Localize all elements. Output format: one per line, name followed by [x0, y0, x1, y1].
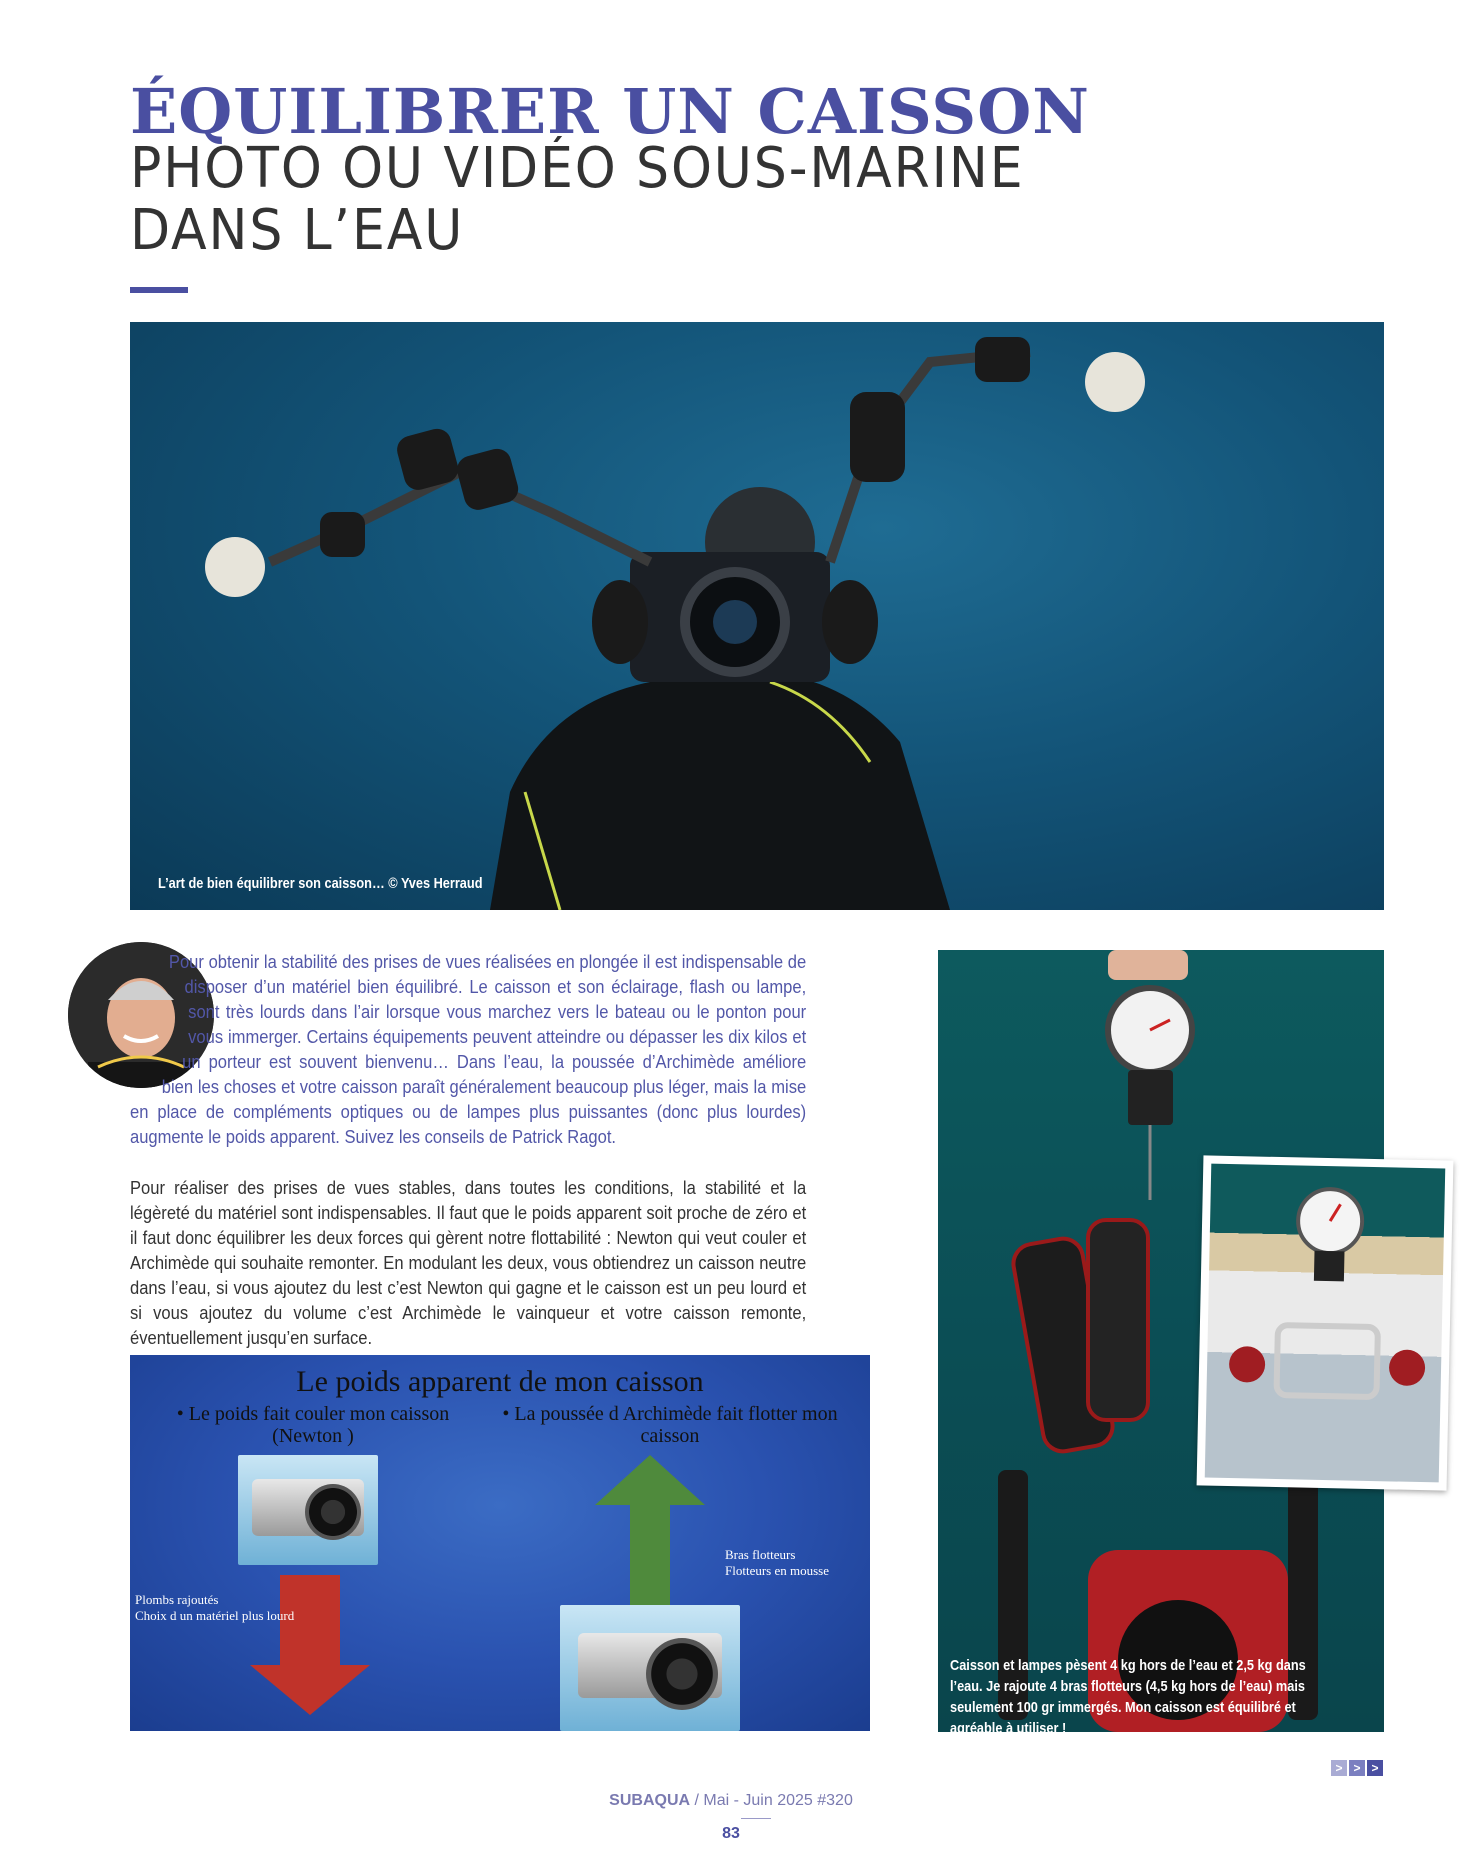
next-arrow-icon-3: > — [1367, 1760, 1383, 1776]
diagram-right-note — [725, 1547, 829, 1579]
right-note-line-2: Flotteurs en mousse — [725, 1563, 829, 1578]
diagram-title: Le poids apparent de mon caisson — [296, 1365, 704, 1398]
scale-inset-photo — [1197, 1155, 1454, 1490]
page-number: 83 — [722, 1825, 740, 1842]
diagram-right-heading: • La poussée d Archimède fait flotter mon caisson — [502, 1403, 838, 1447]
apparent-weight-diagram — [130, 1355, 870, 1731]
intro-paragraph — [130, 950, 806, 1150]
footer-magazine: SUBAQUA — [609, 1792, 691, 1809]
page-title: ÉQUILIBRER UN CAISSON — [130, 75, 1090, 148]
body-paragraph: Pour réaliser des prises de vues stables, dans toutes les conditions, la stabilité et la légèreté du matériel sont indispensables. Il faut que le poids apparent soit proche de zéro et il faut donc équilibrer les deux forces qui gèrent notre flottabilité : Newton qui veut couler et Archimède qui souhaite remonter. En modulant les deux, vous obtiendrez un caisson neutre dans l’eau, si vous ajoutez du lest c’est Newton qui gagne et le caisson est un peu lourd et si vous ajoutez du volume c’est Archimède le vainqueur et votre caisson remonte, éventuellement jusqu’en surface. — [130, 1178, 807, 1348]
scale-inset-image — [1205, 1164, 1446, 1483]
diver-illustration — [130, 322, 1384, 910]
page-subtitle-line-1: PHOTO OU VIDÉO SOUS-MARINE — [130, 136, 1025, 201]
footer-separator: / — [694, 1792, 699, 1809]
inset-scale-illustration — [1205, 1164, 1446, 1483]
title-underline — [130, 287, 188, 293]
footer-issue-text: Mai - Juin 2025 #320 — [703, 1792, 853, 1809]
diagram-arrows — [130, 1355, 870, 1731]
footer-rule — [741, 1818, 771, 1819]
diagram-left-note — [135, 1592, 294, 1624]
right-note-line-1: Bras flotteurs — [725, 1547, 796, 1562]
left-note-line-2: Choix d un matériel plus lourd — [135, 1608, 295, 1623]
footer-issue — [0, 1792, 1462, 1810]
intro-text: Pour obtenir la stabilité des prises de vues réalisées en plongée il est indispensable de disposer d’un matériel bien équilibré. Le caisson et son éclairage, flash ou lampe, sont très lourds dans l’air lorsque vous marchez vers le bateau ou le ponton pour vous immerger. Certains équipements peuvent atteindre ou dépasser les dix kilos et un porteur est souvent bienvenu… Dans l’eau, la poussée d’Archimède améliore bien les choses et votre caisson paraît généralement beaucoup plus léger, mais la mise en place de compléments optiques ou de lampes plus puissantes (donc plus lourdes) augmente le poids apparent. Suivez les conseils de Patrick Ragot. — [130, 952, 807, 1147]
hero-caption: L’art de bien équilibrer son caisson… © Yves Herraud — [158, 875, 483, 892]
left-note-line-1: Plombs rajoutés — [135, 1592, 219, 1607]
page-subtitle-line-2: DANS L’EAU — [130, 198, 465, 263]
next-arrow-icon-2: > — [1349, 1760, 1365, 1776]
up-arrow-icon — [595, 1455, 705, 1605]
continue-arrows — [1331, 1760, 1383, 1776]
hero-photo — [130, 322, 1384, 910]
next-arrow-icon-1: > — [1331, 1760, 1347, 1776]
page-subtitle — [130, 138, 1024, 262]
scale-caption: Caisson et lampes pèsent 4 kg hors de l’eau et 2,5 kg dans l’eau. Je rajoute 4 bras flotteurs (4,5 kg hors de l’eau) mais seulement 100 gr immergés. Mon caisson est équilibré et agréable à utiliser ! — [950, 1657, 1306, 1737]
diagram-left-heading: • Le poids fait couler mon caisson (Newton ) — [176, 1403, 450, 1447]
